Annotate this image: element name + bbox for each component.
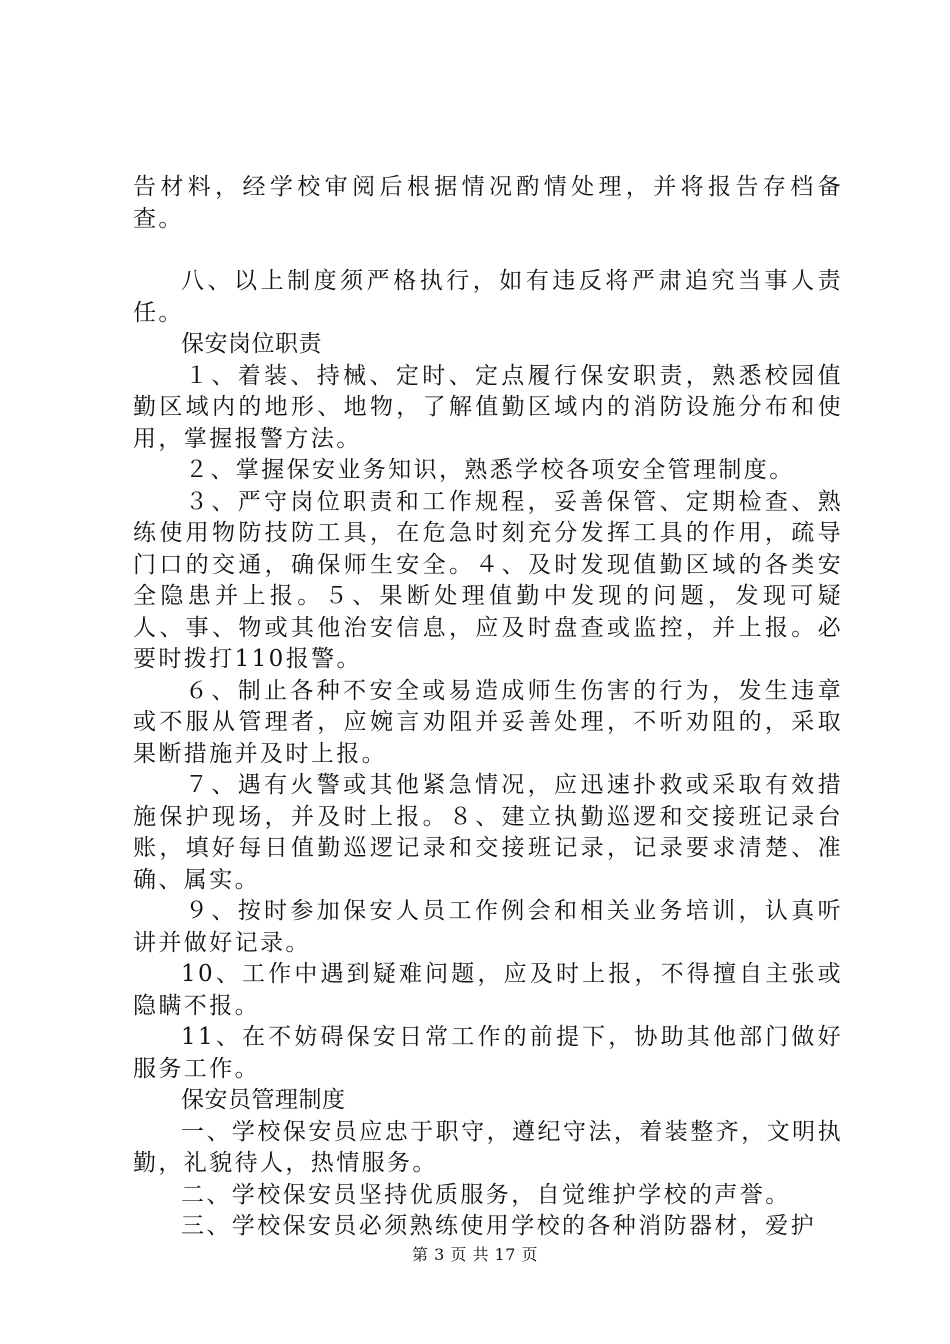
page-footer: 第 3 页 共 17 页 xyxy=(412,1245,538,1264)
paragraph-duty-9: ９、按时参加保安人员工作例会和相关业务培训，认真听讲并做好记录。 xyxy=(133,898,843,956)
paragraph-rule-8: 八、以上制度须严格执行，如有违反将严肃追究当事人责任。 xyxy=(133,268,843,326)
paragraph-duty-3-5: ３、严守岗位职责和工作规程，妥善保管、定期检查、熟练使用物防技防工具，在危急时刻充分发挥工具的作用，疏导门口的交通，确保师生安全。４、及时发现值勤区域的各类安全隐患并上报。５、果断处理值勤中发现的问题，发现可疑人、事、物或其他治安信息，应及时盘查或监控，并上报。必要时拨打110报警。 xyxy=(133,488,843,672)
section-heading-guard-duties: 保安岗位职责 xyxy=(181,331,322,357)
paragraph-duty-6: ６、制止各种不安全或易造成师生伤害的行为，发生违章或不服从管理者，应婉言劝阻并妥善处理，不听劝阻的，采取果断措施并及时上报。 xyxy=(133,677,843,767)
paragraph-management-2: 二、学校保安员坚持优质服务，自觉维护学校的声誉。 xyxy=(181,1181,791,1208)
paragraph-duty-11: 11、在不妨碍保安日常工作的前提下，协助其他部门做好服务工作。 xyxy=(133,1024,843,1082)
paragraph-duty-2: ２、掌握保安业务知识，熟悉学校各项安全管理制度。 xyxy=(185,457,795,483)
paragraph-duty-1: １、着装、持械、定时、定点履行保安职责，熟悉校园值勤区域内的地形、地物，了解值勤区域内的消防设施分布和使用，掌握报警方法。 xyxy=(133,362,843,452)
paragraph-continuation: 告材料，经学校审阅后根据情况酌情处理，并将报告存档备查。 xyxy=(133,174,843,232)
document-body xyxy=(133,172,843,1243)
paragraph-management-3: 三、学校保安员必须熟练使用学校的各种消防器材，爱护 xyxy=(181,1213,816,1239)
section-heading-guard-management: 保安员管理制度 xyxy=(181,1087,346,1113)
paragraph-duty-10: 10、工作中遇到疑难问题，应及时上报，不得擅自主张或隐瞒不报。 xyxy=(133,961,843,1019)
paragraph-management-1: 一、学校保安员应忠于职守，遵纪守法，着装整齐，文明执勤，礼貌待人，热情服务。 xyxy=(133,1118,843,1176)
paragraph-duty-7-8: ７、遇有火警或其他紧急情况，应迅速扑救或采取有效措施保护现场，并及时上报。８、建立执勤巡逻和交接班记录台账，填好每日值勤巡逻记录和交接班记录，记录要求清楚、准确、属实。 xyxy=(133,772,843,893)
